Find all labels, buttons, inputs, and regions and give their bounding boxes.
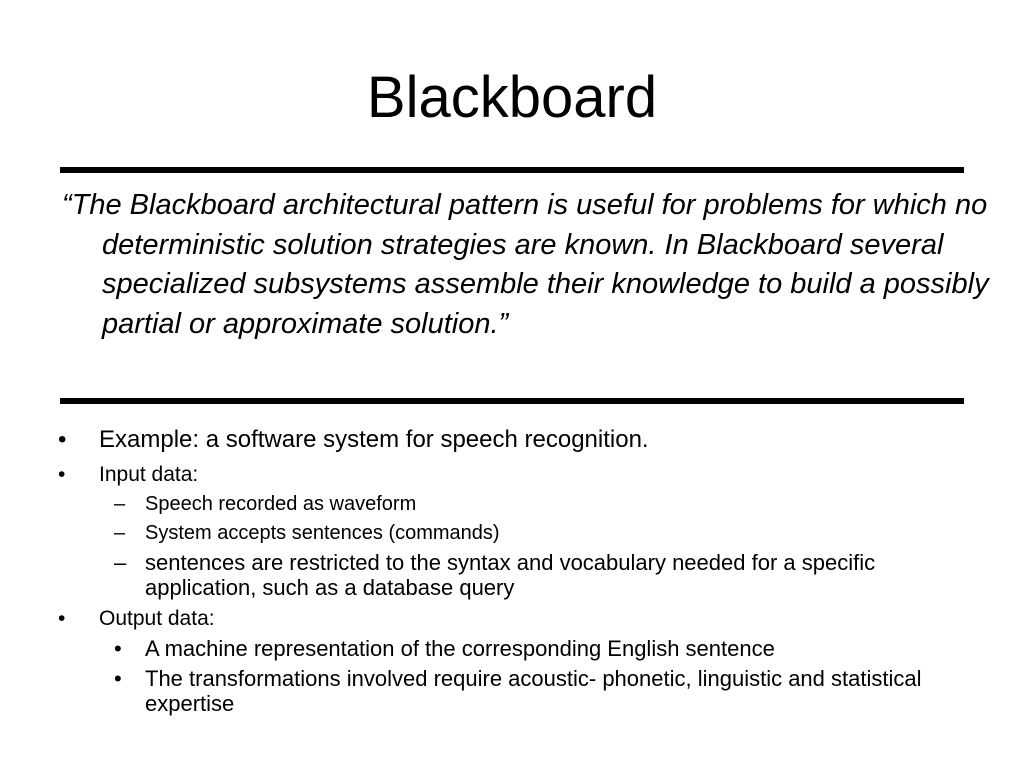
list-item [0,492,925,516]
list-item [0,666,925,716]
dash-marker: – [114,522,126,544]
list-item [0,636,925,661]
list-item-text: Input data: [99,463,199,486]
bullet-marker: • [58,426,67,453]
list-item [0,550,925,600]
list-item [0,424,1024,455]
bullet-marker: • [58,607,66,630]
list-item-text: A machine representation of the corresponding English sentence [145,636,775,661]
bullet-list [0,424,1024,721]
bullet-marker: • [114,636,122,661]
list-item [0,461,1024,489]
list-item-text: Speech recorded as waveform [145,493,417,515]
quote-text: “The Blackboard architectural pattern is useful for problems for which no deterministic solution strategies are known. In Blackboard several specialized subsystems assemble their knowledge to build a possibly partial or approximate solution.” [62,189,989,340]
bottom-divider [60,398,964,404]
bullet-marker: • [58,463,66,486]
dash-marker: – [114,550,127,575]
list-item [0,605,1024,633]
list-item-text: System accepts sentences (commands) [145,522,500,544]
slide-title: Blackboard [366,65,658,130]
list-item-text: Example: a software system for speech recognition. [99,426,649,453]
top-divider [60,167,964,173]
list-item-text: sentences are restricted to the syntax and vocabulary needed for a specific application, such as a database query [145,550,876,600]
dash-marker: – [114,493,126,515]
bullet-marker: • [114,666,122,691]
list-item [0,521,925,545]
list-item-text: Output data: [99,607,215,630]
list-item-text: The transformations involved require acoustic- phonetic, linguistic and statistical expertise [145,666,922,716]
